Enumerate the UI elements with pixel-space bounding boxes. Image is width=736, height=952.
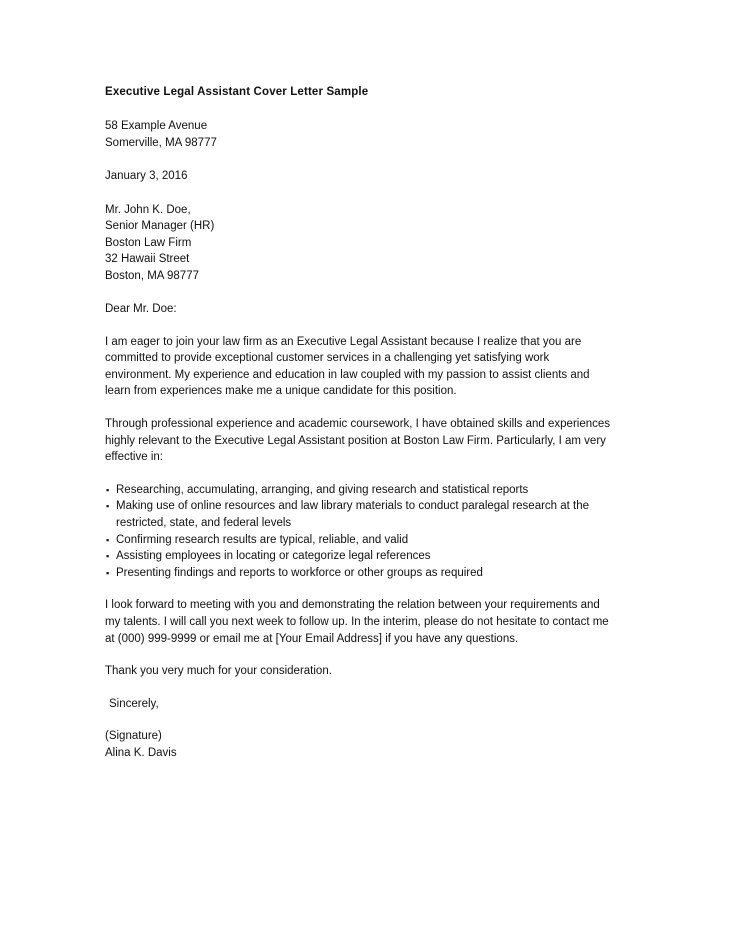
signature-placeholder: (Signature) [105,730,162,743]
sender-address-line: 58 Example Avenue [105,120,208,132]
signoff-line: Sincerely, [109,697,159,710]
recipient-line: Boston Law Firm [105,236,192,249]
signature-block [105,728,615,761]
letter-date [105,168,615,185]
list-item-label: Assisting employees in locating or categorize legal references [116,550,431,563]
bullet-square-icon: ▪ [106,484,110,495]
recipient-line: Boston, MA 98777 [105,269,199,282]
list-item [105,482,615,499]
recipient-line: Mr. John K. Doe, [105,203,191,216]
list-item-label: Making use of online resources and law library materials to conduct paralegal research at the restricted, state, and federal levels [116,500,590,529]
salutation: Dear Mr. Doe: [105,303,177,315]
bullet-square-icon: ▪ [106,534,110,545]
skills-bullet-list [105,482,615,582]
signer-name: Alina K. Davis [105,746,177,759]
sender-address-block [105,118,615,151]
list-item [105,565,615,582]
bullet-square-icon: ▪ [106,501,110,512]
sender-address-line: Somerville, MA 98777 [105,136,217,149]
list-item-label: Researching, accumulating, arranging, and giving research and statistical reports [116,483,529,496]
date-line: January 3, 2016 [105,170,188,182]
body-paragraph-1: I am eager to join your law firm as an Executive Legal Assistant because I realize that you are committed to provide exceptional customer services in a challenging yet satisfying work environment. My experience and education in law coupled with my passion to assist clients and learn from experiences make me a unique candidate for this position. [105,335,590,398]
thank-you-line: Thank you very much for your consideration. [105,665,332,678]
list-item-label: Presenting findings and reports to workforce or other groups as required [116,566,483,579]
recipient-line: 32 Hawaii Street [105,253,190,265]
closing-paragraph: I look forward to meeting with you and demonstrating the relation between your requirements and my talents. I will call you next week to follow up. In the interim, please do not hesitate to contact me at (000) 999-9999 or email me at [Your Email Address] if you have any questions. [105,599,609,645]
document-title: Executive Legal Assistant Cover Letter Sample [105,86,369,98]
list-item [105,532,615,549]
list-item [105,548,615,565]
cover-letter-body [105,84,615,761]
list-item-label: Confirming research results are typical, reliable, and valid [116,533,409,546]
recipient-address-block [105,202,615,285]
bullet-square-icon: ▪ [106,567,110,578]
body-paragraph-2: Through professional experience and academic coursework, I have obtained skills and experiences highly relevant to the Executive Legal Assistant position at Boston Law Firm. Particularly, I am very effective in: [105,417,611,464]
bullet-square-icon: ▪ [106,551,110,562]
recipient-line: Senior Manager (HR) [105,220,215,232]
list-item [105,498,615,531]
